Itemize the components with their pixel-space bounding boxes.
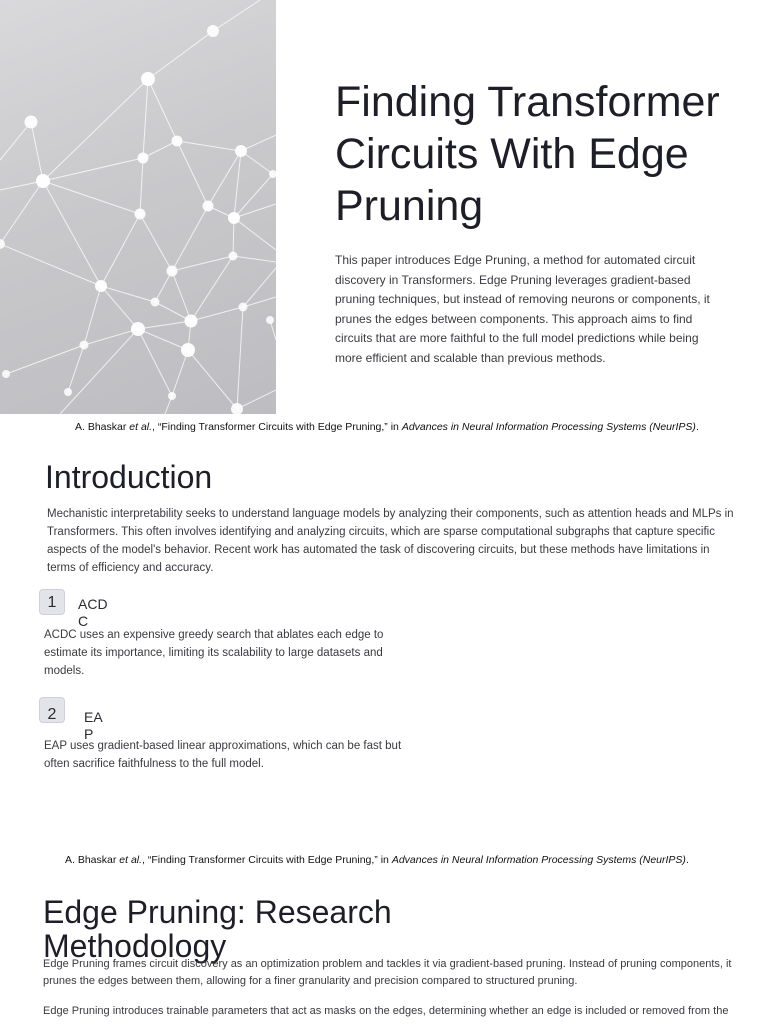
citation-venue: Advances in Neural Information Processing Systems (NeurIPS) — [401, 421, 696, 433]
citation-authors: A. Bhaskar — [75, 421, 127, 433]
item-title-acdc: ACDC — [78, 596, 108, 629]
citation-venue: Advances in Neural Information Processing Systems (NeurIPS) — [391, 854, 686, 866]
item-number-badge: 2 — [39, 697, 65, 723]
citation — [65, 853, 689, 866]
citation-end: . — [695, 421, 699, 433]
item-text-acdc: ACDC uses an expensive greedy search that ablates each edge to estimate its importance, limiting its scalability to large datasets and models. — [44, 629, 384, 677]
citation-title: , “Finding Transformer Circuits with Edge Pruning,” in — [152, 421, 402, 433]
citation-title: , “Finding Transformer Circuits with Edge Pruning,” in — [142, 854, 392, 866]
hero-image — [0, 0, 276, 414]
abstract-text: This paper introduces Edge Pruning, a method for automated circuit discovery in Transformers. Edge Pruning leverages gradient-based pruning techniques, but instead of removing neurons or components, it prunes the edges between components. This approach aims to find circuits that are more faithful to the full model predictions while being more efficient and scalable than previous methods. — [335, 253, 710, 365]
methodology-paragraph: Edge Pruning frames circuit discovery as an optimization problem and tackles it via gradient-based pruning. Instead of pruning components, it prunes the edges between them, allowing for a finer granularity and precision compared to structured pruning. — [43, 958, 732, 987]
citation-etal: et al. — [129, 421, 153, 433]
page-title: Finding Transformer Circuits With Edge Pruning — [335, 78, 720, 230]
methodology-paragraph: Edge Pruning introduces trainable parameters that act as masks on the edges, determining whether an edge is included or removed from the — [43, 1005, 729, 1017]
methodology-heading: Edge Pruning: Research Methodology — [43, 894, 392, 964]
item-title-eap: EAP — [84, 709, 103, 742]
introduction-heading: Introduction — [45, 459, 213, 495]
citation-etal: et al. — [119, 854, 143, 866]
network-graph-icon — [0, 0, 276, 414]
citation-authors: A. Bhaskar — [65, 854, 117, 866]
item-text-eap: EAP uses gradient-based linear approximations, which can be fast but often sacrifice faithfulness to the full model. — [44, 740, 402, 770]
item-number-badge: 1 — [39, 589, 65, 615]
citation — [75, 420, 699, 433]
citation-end: . — [685, 854, 689, 866]
introduction-text: Mechanistic interpretability seeks to understand language models by analyzing their components, such as attention heads and MLPs in Transformers. This often involves identifying and analyzing circuits, which are sparse computational subgraphs that capture specific aspects of the model's behavior. Recent work has automated the task of discovering circuits, but these methods have limitations in terms of efficiency and accuracy. — [47, 508, 734, 574]
